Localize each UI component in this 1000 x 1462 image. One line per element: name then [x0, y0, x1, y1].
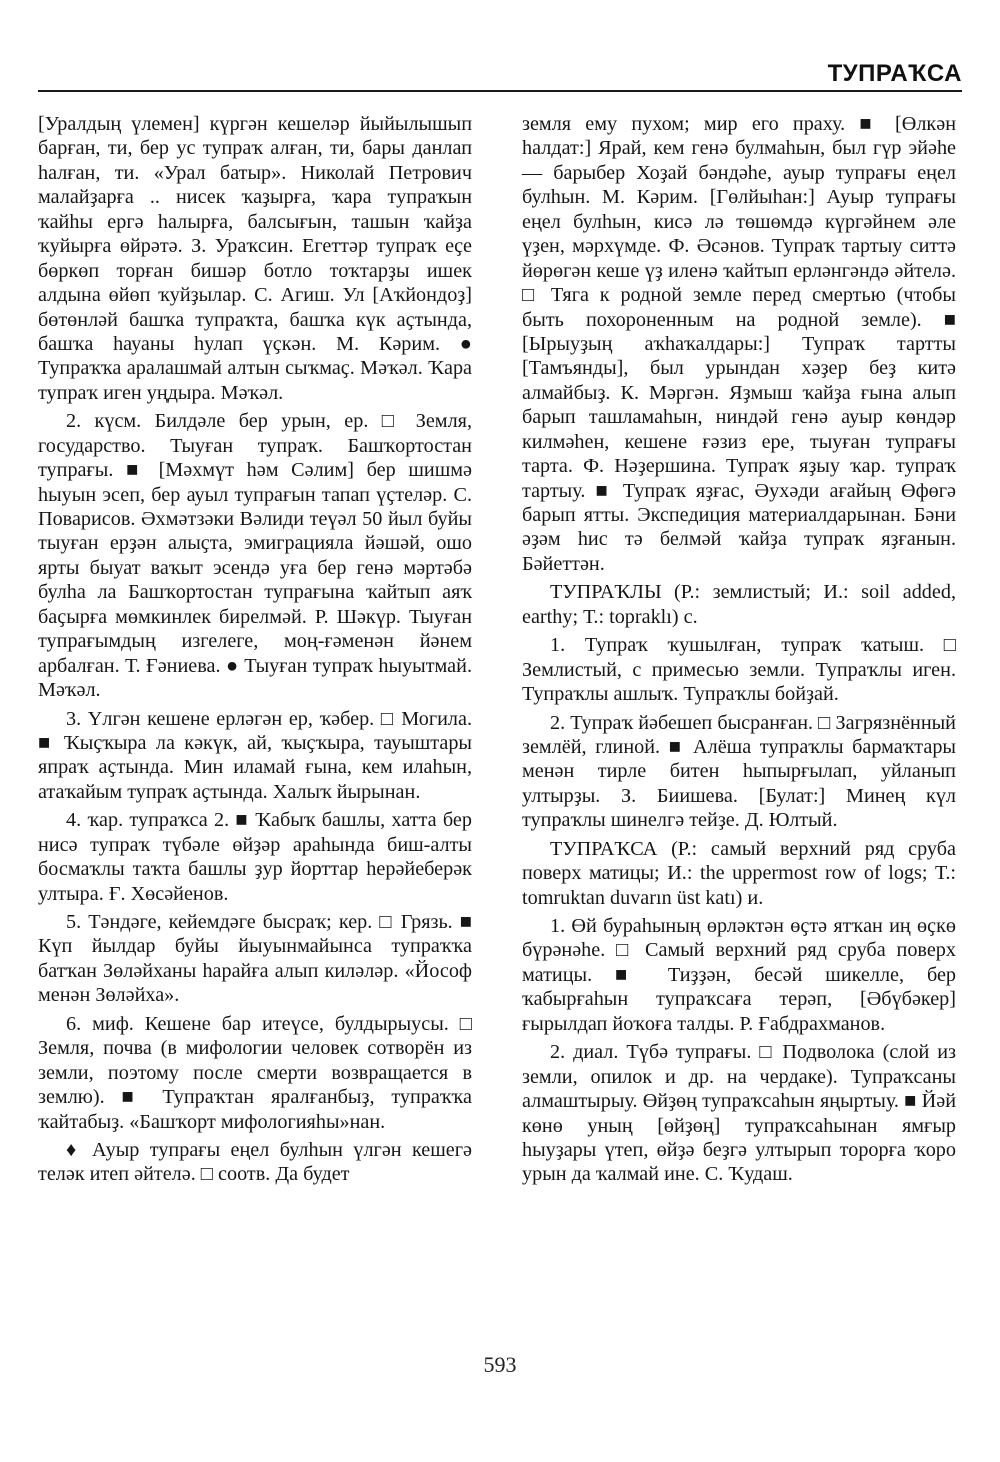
entry-paragraph: [Уралдың үлемен] күргән кешеләр йыйылышып барған, ти, бер ус тупраҡ алған, ти, бары данлап һалған, ти. «Урал батыр». Николай Петрович малайҙарға .. нисек ҡаҙырға, ҡара тупраҡын ҡайһы ергә һалырға, балсығын, ташын ҡайҙа ҡуйырға өйрәтә. З. Ураҡсин. Егеттәр тупраҡ еҫе бөркөп торған бишәр ботло тоҡтарҙы ишек алдына өйөп ҡуйҙылар. С. Агиш. Ул [Аҡйондоҙ] бөтөнләй башҡа тупраҡта, башҡа күк аҫтында, башҡа һауаны һулап үҫкән. М. Кәрим. ● Тупраҡҡа аралашмай алтын сыҡмаҫ. Мәҡәл. Ҡара тупраҡ иген уңдыра. Мәҡәл. [38, 113, 472, 404]
running-head: ТУПРАҠСА [827, 60, 962, 87]
right-column [522, 112, 956, 1191]
entry-paragraph: 1. Өй бураһының өрләктән өҫтә ятҡан иң өҫкө бүрәнәһе. □ Самый верхний ряд сруба поверх матицы. ■ Тиҙҙән, бесәй шикелле, бер ҡабырғаһын тупраҡсаға терәп, [Әбүбәкер] ғырылдап йоҡоға талды. Р. Ғабдрахманов. [522, 915, 956, 1035]
entry-paragraph: 6. миф. Кешене бар итеүсе, булдырыусы. □ Земля, почва (в мифологии человек сотворён из земли, поэтому после смерти возвращается в землю). ■ Тупраҡтан яралғанбыҙ, тупраҡҡа ҡайтабыҙ. «Башҡорт мифологияһы»нан. [38, 1012, 472, 1133]
headword-entry: ТУПРАҠЛЫ (Р.: землистый; И.: soil added, earthy; Т.: topraklı) с. [522, 581, 956, 628]
entry-paragraph: 4. ҡар. тупраҡса 2. ■ Ҡабыҡ башлы, хатта бер нисә тупраҡ түбәле өйҙәр араһында биш-алты босмаҡлы таҡта башлы ҙур йорттар һерәйеберәк ултыра. Ғ. Хөсәйенов. [38, 809, 472, 905]
page-header [38, 52, 962, 92]
entry-paragraph: ♦ Ауыр тупрағы еңел булһын үлгән кешегә теләк итеп әйтелә. □ соотв. Да будет [38, 1138, 472, 1186]
entry-paragraph: 1. Тупраҡ ҡушылған, тупраҡ ҡатыш. □ Землистый, с примесью земли. Тупраҡлы иген. Тупраҡлы ашлыҡ. Тупраҡлы бойҙай. [522, 634, 956, 706]
entry-paragraph: 5. Тәндәге, кейемдәге бысраҡ; кер. □ Грязь. ■ Күп йылдар буйы йыуынмайынса тупраҡҡа батҡан Зөләйханы һарайға алып киләләр. «Йософ менән Зөләйха». [38, 911, 472, 1007]
entry-paragraph: 2. диал. Түбә тупрағы. □ Подволока (слой из земли, опилок и др. на чердаке). Тупраҡсаны алмаштырыу. Өйҙөң тупраҡсаһын яңыртыу. ■ Йәй көнө уның [өйҙөң] тупраҡсаһынан ямғыр һыуҙары үтеп, өйҙә беҙгә ултырып торорға ҡоро урын да ҡалмай ине. С. Ҡудаш. [522, 1041, 956, 1186]
entry-paragraph: земля ему пухом; мир его праху. ■ [Өлкән һалдат:] Ярай, кем генә булмаһын, был гүр эйәһе — барыбер Хоҙай бәндәһе, ауыр тупрағы еңел булһын. М. Кәрим. [Гөлйыһан:] Ауыр тупрағы еңел булһын, кисә лә төшөмдә күргәйнем әле үҙен, мәрхүмде. Ф. Әсәнов. Тупраҡ тартыу ситтә йөрөгән кеше үҙ иленә ҡайтып ерләнгәндә әйтелә. □ Тяга к родной земле перед смертью (чтобы быть похороненным на родной земле). ■ [Ырыуҙың аҡһаҡалдары:] Тупраҡ тартты [Тамъянды], был урындан хәҙер беҙ китә алмайбыҙ. К. Мәргән. Яҙмыш ҡайҙа ғына алып барып ташламаһын, ниндәй генә ауыр көндәр килмәһен, кешене ғәзиз ере, тыуған тупрағы тарта. Ф. Нәҙершина. Тупраҡ яҙыу ҡар. тупраҡ тартыу. ■ Тупраҡ яҙғас, Әухәди ағайың Өфөгә барып ятты. Экспедиция материалдарынан. Бәни әҙәм һис тә белмәй ҡайҙа тупраҡ яҙғанын. Бәйеттән. [522, 113, 956, 575]
headword-entry: ТУПРАҠСА (Р.: самый верхний ряд сруба поверх матицы; И.: the uppermost row of logs; Т.: tomruktan duvarın üst katı) и. [522, 837, 956, 909]
entry-paragraph: 2. Тупраҡ йәбешеп бысранған. □ Загрязнённый землёй, глиной. ■ Алёша тупраҡлы бармаҡтары менән тирле битен һыпырғылап, уйланып ултырҙы. З. Биишева. [Булат:] Минең күл тупраҡлы шинелгә тейҙе. Д. Юлтый. [522, 711, 956, 832]
page-number: 593 [483, 1352, 517, 1377]
left-column [38, 112, 472, 1191]
entry-paragraph: 3. Үлгән кешене ерләгән ер, ҡәбер. □ Могила. ■ Ҡыҫҡыра ла кәкүк, ай, ҡыҫҡыра, тауыштары япраҡ аҫтында. Мин иламай ғына, кем илаһын, атаҡайым тупраҡ аҫтында. Халыҡ йырынан. [38, 707, 472, 803]
entry-paragraph: 2. күсм. Билдәле бер урын, ер. □ Земля, государство. Тыуған тупраҡ. Башҡортостан тупрағы. ■ [Мәхмүт һәм Сәлим] бер шишмә һыуын эсеп, бер ауыл тупрағын тапап үҫтеләр. С. Поварисов. Әхмәтзәки Вәлиди теүәл 50 йыл буйы тыуған ерҙән алыҫта, эмиграцияла йәшәй, ошо ярты быуат ваҡыт эсендә уға бер генә мәртәбә булһа ла Башҡортостан тупрағына ҡайтып аяҡ баҫырға мөмкинлек бирелмәй. Р. Шәкүр. Тыуған тупрағымдың изгелеге, моң-ғәменән йәнем арбалған. Т. Ғәниева. ● Тыуған тупраҡ һыуытмай. Мәҡәл. [38, 410, 472, 702]
